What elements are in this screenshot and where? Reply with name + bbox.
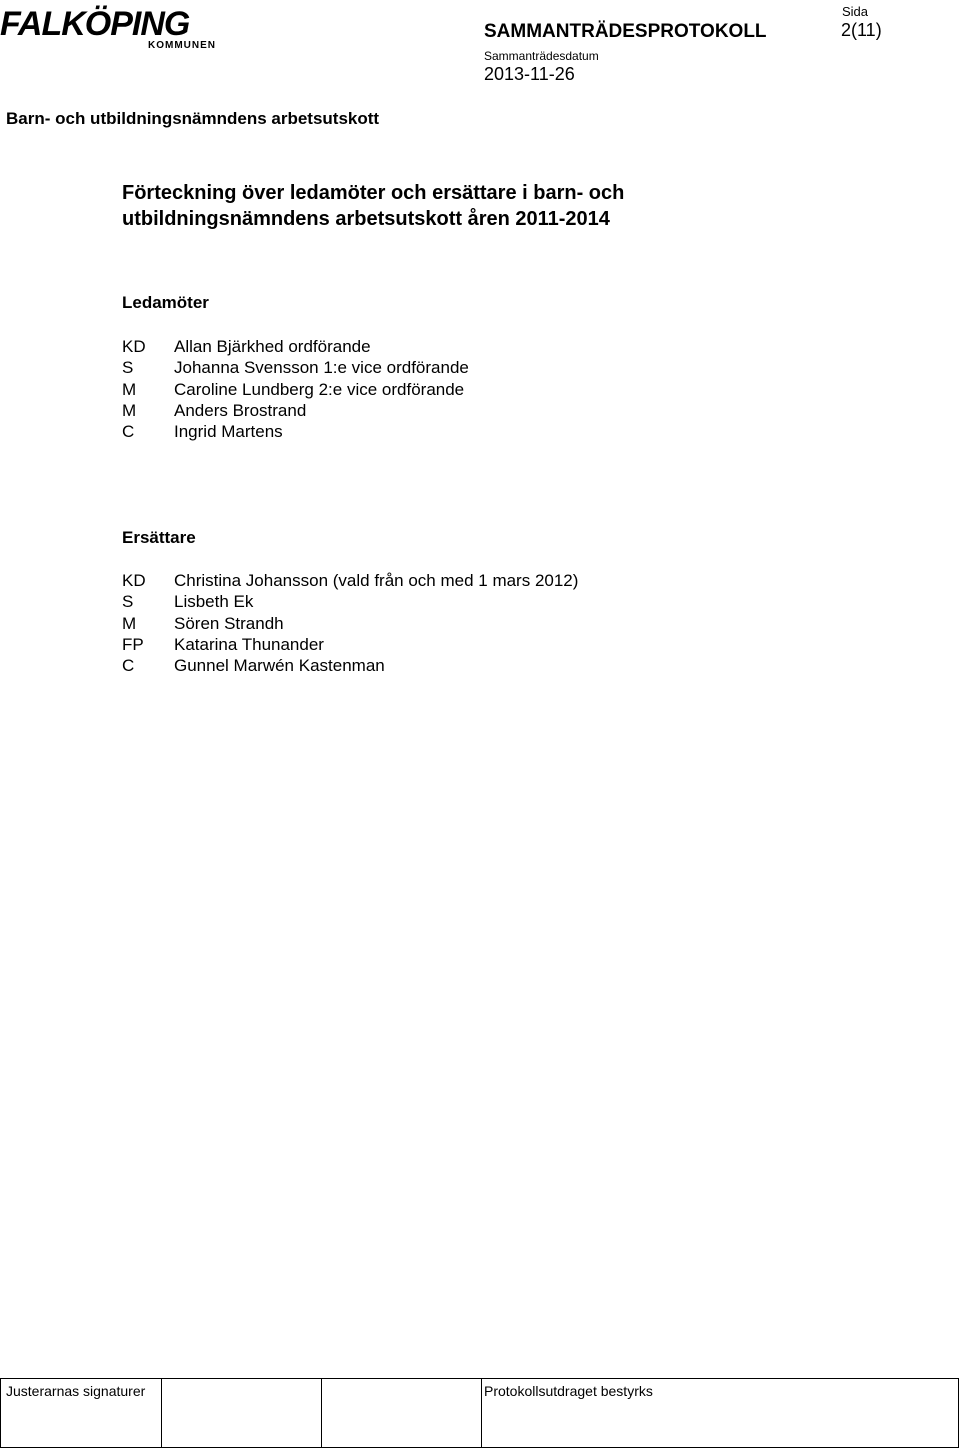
signature-cell [321,1379,481,1448]
member-name: Ingrid Martens [174,422,283,442]
page-title [122,180,624,232]
list-item [122,379,469,400]
signature-footer [0,1378,959,1448]
list-item [122,613,578,634]
certified-label: Protokollsutdraget bestyrks [484,1383,653,1399]
certification-cell [481,1379,959,1448]
member-name: Caroline Lundberg 2:e vice ordförande [174,379,465,399]
party-code: FP [122,634,144,654]
list-item [122,655,578,676]
committee-name: Barn- och utbildningsnämndens arbetsutskott [6,109,380,128]
member-name: Johanna Svensson 1:e vice ordförande [174,358,469,378]
party-code: C [122,656,135,676]
substitutes-list [122,570,578,676]
logo-wordmark: FALKÖPING [0,5,190,43]
party-code: M [122,379,137,399]
list-item [122,591,578,612]
party-code: S [122,358,134,378]
list-item [122,336,469,357]
title-line-2: utbildningsnämndens arbetsutskott åren 2011-2014 [122,208,610,230]
substitute-name: Katarina Thunander [174,634,324,654]
substitute-name: Gunnel Marwén Kastenman [174,656,385,676]
members-list [122,336,469,442]
signatures-label: Justerarnas signaturer [6,1383,146,1399]
document-type: SAMMANTRÄDESPROTOKOLL [484,21,767,42]
substitute-name: Sören Strandh [174,613,284,633]
party-code: KD [122,571,146,590]
page-label: Sida [842,4,869,19]
member-name: Allan Bjärkhed ordförande [174,337,371,356]
party-code: KD [122,337,146,356]
page-number: 2(11) [841,20,882,40]
list-item [122,357,469,378]
member-name: Anders Brostrand [174,400,307,420]
party-code: C [122,422,135,442]
falkoping-logo [0,6,220,52]
meeting-date: 2013-11-26 [484,64,575,84]
party-code: M [122,613,137,633]
substitutes-heading: Ersättare [122,528,196,547]
party-code: S [122,592,134,612]
signature-cell [0,1379,161,1448]
title-line-1: Förteckning över ledamöter och ersättare i barn- och [122,182,625,204]
meeting-date-label: Sammanträdesdatum [484,49,599,63]
substitute-name: Christina Johansson (vald från och med 1 mars 2012) [174,571,579,590]
list-item [122,400,469,421]
logo-subtext: KOMMUNEN [148,40,216,51]
members-heading: Ledamöter [122,293,209,312]
list-item [122,634,578,655]
list-item [122,570,578,591]
signature-cell [161,1379,321,1448]
party-code: M [122,400,137,420]
list-item [122,421,469,442]
substitute-name: Lisbeth Ek [174,592,254,612]
